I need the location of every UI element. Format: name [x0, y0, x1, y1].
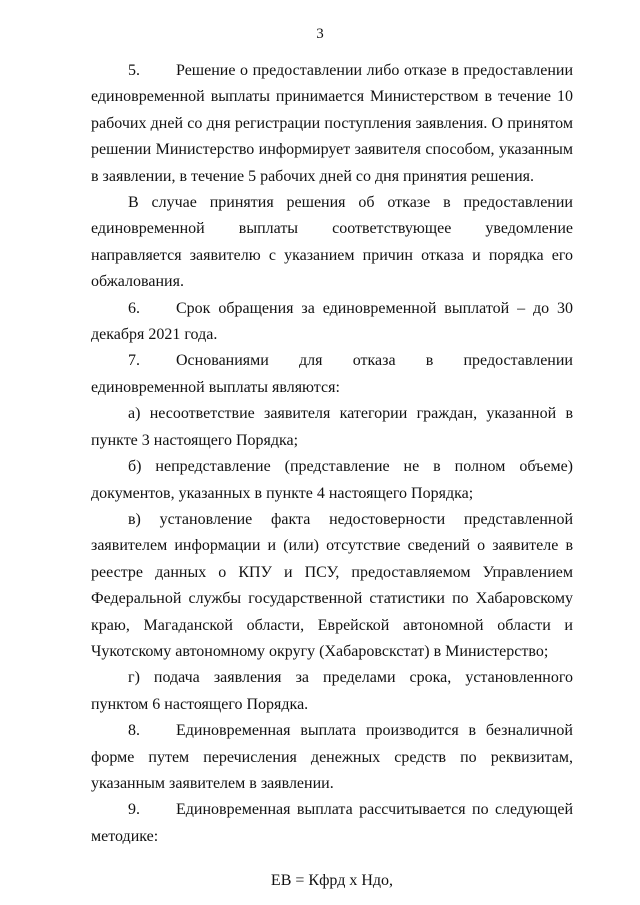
paragraph-7b — [91, 454, 573, 507]
paragraph-number: 5. — [128, 62, 140, 79]
paragraph-text: г) подача заявления за пределами срока, установленного пунктом 6 настоящего Порядка. — [91, 669, 573, 713]
paragraph-text: Единовременная выплата производится в безналичной форме путем перечисления денежных средств по реквизитам, указанным заявителем в заявлении. — [91, 722, 573, 792]
paragraph-text: В случае принятия решения об отказе в предоставлении единовременной выплаты соответствующее уведомление направляется заявителю с указанием причин отказа и порядка его обжалования. — [91, 194, 573, 291]
page-number: 3 — [316, 26, 324, 42]
paragraph-number: 7. — [128, 352, 140, 370]
formula: ЕВ = Кфрд х Ндо, — [270, 872, 394, 890]
paragraph-8 — [91, 718, 573, 797]
paragraph-refusal-notice — [91, 190, 573, 296]
paragraph-text: Решение о предоставлении либо отказе в предоставлении единовременной выплаты принимается Министерством в течение 10 рабочих дней со дня регистрации поступления заявления. О принятом решении Министерство информирует заявителя способом, указанным в заявлении, в течение 5 рабочих дней со дня принятия решения. — [91, 62, 573, 185]
paragraph-number: 8. — [128, 722, 140, 740]
paragraph-7c — [91, 507, 573, 665]
paragraph-7 — [91, 348, 573, 401]
paragraph-number: 6. — [128, 299, 140, 317]
paragraph-7a — [91, 401, 573, 454]
paragraph-text: Единовременная выплата рассчитывается по следующей методике: — [91, 801, 573, 845]
paragraph-text: б) непредставление (представление не в полном объеме) документов, указанных в пункте 4 настоящего Порядка; — [91, 458, 573, 502]
paragraph-text: в) установление факта недостоверности представленной заявителем информации и (или) отсутствие сведений о заявителе в реестре данных о КПУ и ПСУ, предоставляемом Управлением Федеральной службы государственной статистики по Хабаровскому краю, Магаданской области, Еврейской автономной области и Чукотскому автономному округу (Хабаровскстат) в Министерство; — [91, 510, 573, 660]
paragraph-text: Основаниями для отказа в предоставлении единовременной выплаты являются: — [91, 352, 573, 396]
paragraph-5 — [91, 58, 573, 190]
paragraph-text: Срок обращения за единовременной выплатой – до 30 декабря 2021 года. — [91, 299, 573, 344]
paragraph-text: а) несоответствие заявителя категории граждан, указанной в пункте 3 настоящего Порядка; — [91, 405, 573, 449]
paragraph-6 — [91, 296, 573, 349]
paragraph-number: 9. — [128, 801, 140, 819]
paragraph-7d — [91, 665, 573, 718]
paragraph-9 — [91, 797, 573, 850]
document-body — [91, 58, 573, 895]
